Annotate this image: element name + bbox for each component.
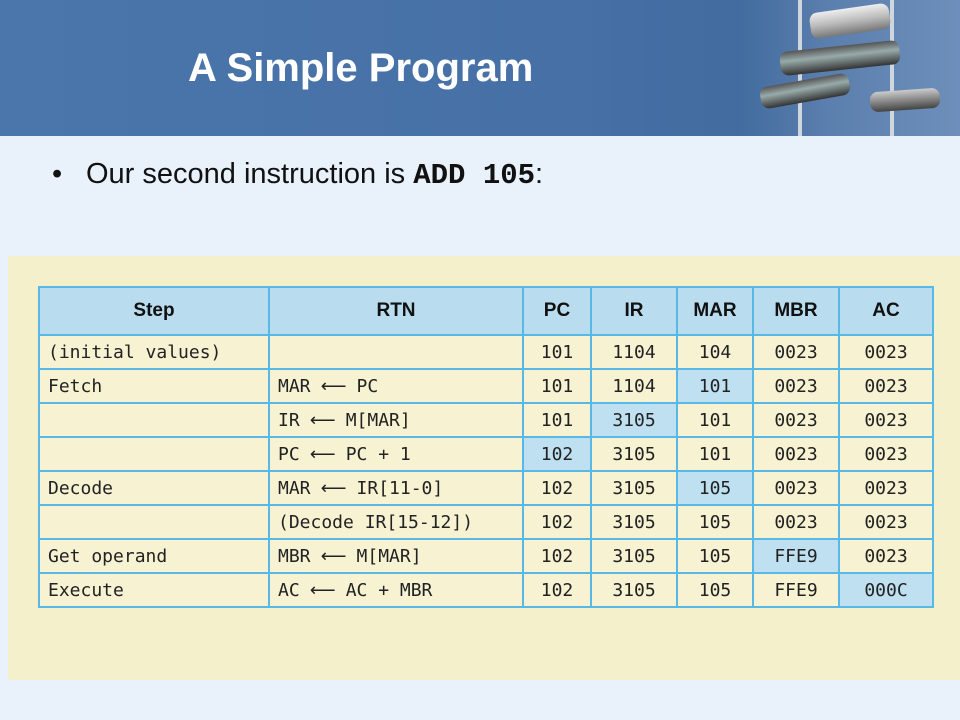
cell-ac: 0023 — [839, 471, 933, 505]
cell-rtn — [269, 573, 523, 607]
cell-step: Decode — [39, 471, 269, 505]
cell-rtn — [269, 505, 523, 539]
rtn-source: IR[11-0] — [356, 477, 444, 499]
cell-rtn — [269, 335, 523, 369]
assign-arrow-icon: ⟵ — [309, 409, 336, 431]
cell-ir: 3105 — [591, 437, 677, 471]
bullet-item — [52, 158, 543, 192]
rtn-target: MAR — [278, 375, 311, 397]
rtn-target: MAR — [278, 477, 311, 499]
cell-ir: 1104 — [591, 335, 677, 369]
decorative-photo — [740, 0, 960, 136]
table-row — [39, 505, 933, 539]
rtn-source: M[MAR] — [345, 409, 411, 431]
rtn-source: PC + 1 — [345, 443, 411, 465]
table-header-row — [39, 287, 933, 335]
cell-step: (initial values) — [39, 335, 269, 369]
cell-ac: 0023 — [839, 403, 933, 437]
cell-mar: 105 — [677, 471, 753, 505]
cell-rtn — [269, 539, 523, 573]
header-mar: MAR — [677, 287, 753, 335]
cell-mar: 101 — [677, 403, 753, 437]
cell-ac: 0023 — [839, 335, 933, 369]
assign-arrow-icon: ⟵ — [309, 443, 336, 465]
cell-mar: 104 — [677, 335, 753, 369]
header-banner — [0, 0, 960, 136]
table-row — [39, 471, 933, 505]
cell-pc: 102 — [523, 471, 591, 505]
assign-arrow-icon: ⟵ — [320, 545, 347, 567]
cell-ac: 0023 — [839, 539, 933, 573]
cell-pc: 102 — [523, 573, 591, 607]
cell-step — [39, 505, 269, 539]
cell-step: Get operand — [39, 539, 269, 573]
cell-step: Execute — [39, 573, 269, 607]
cell-mbr: 0023 — [753, 437, 839, 471]
cell-mbr: 0023 — [753, 335, 839, 369]
cell-pc: 102 — [523, 505, 591, 539]
cell-ir: 3105 — [591, 505, 677, 539]
instruction-code: ADD 105 — [413, 159, 536, 192]
rtn-target: AC — [278, 579, 300, 601]
table-row — [39, 369, 933, 403]
cell-mar: 105 — [677, 505, 753, 539]
slide-title: A Simple Program — [188, 46, 534, 90]
cell-mbr: 0023 — [753, 403, 839, 437]
cell-mar: 105 — [677, 539, 753, 573]
cell-pc: 102 — [523, 539, 591, 573]
cell-ir: 3105 — [591, 403, 677, 437]
bullet-suffix: : — [535, 158, 544, 190]
rtn-target: MBR — [278, 545, 311, 567]
cell-step — [39, 403, 269, 437]
cell-ac: 000C — [839, 573, 933, 607]
cell-ac: 0023 — [839, 437, 933, 471]
cell-ir: 3105 — [591, 573, 677, 607]
cell-ir: 1104 — [591, 369, 677, 403]
header-ac: AC — [839, 287, 933, 335]
rtn-target: PC — [278, 443, 300, 465]
cell-mar: 101 — [677, 437, 753, 471]
assign-arrow-icon: ⟵ — [309, 579, 336, 601]
cell-pc: 101 — [523, 403, 591, 437]
rtn-target: IR — [278, 409, 300, 431]
cell-pc: 101 — [523, 369, 591, 403]
rtn-trace-table — [38, 286, 934, 608]
cell-pc: 102 — [523, 437, 591, 471]
cell-mar: 105 — [677, 573, 753, 607]
cell-rtn — [269, 403, 523, 437]
cell-mbr: 0023 — [753, 505, 839, 539]
cell-mbr: FFE9 — [753, 573, 839, 607]
rtn-source: PC — [356, 375, 379, 397]
table-row — [39, 335, 933, 369]
assign-arrow-icon: ⟵ — [320, 375, 347, 397]
cell-ac: 0023 — [839, 369, 933, 403]
cell-pc: 101 — [523, 335, 591, 369]
cell-rtn — [269, 369, 523, 403]
rtn-source: M[MAR] — [356, 545, 422, 567]
cell-step: Fetch — [39, 369, 269, 403]
cell-ac: 0023 — [839, 505, 933, 539]
table-row — [39, 437, 933, 471]
table-row — [39, 573, 933, 607]
header-ir: IR — [591, 287, 677, 335]
header-mbr: MBR — [753, 287, 839, 335]
table-row — [39, 403, 933, 437]
assign-arrow-icon: ⟵ — [320, 477, 347, 499]
cell-rtn — [269, 437, 523, 471]
cell-step — [39, 437, 269, 471]
rtn-source: AC + MBR — [345, 579, 433, 601]
cell-rtn — [269, 471, 523, 505]
cell-mbr: FFE9 — [753, 539, 839, 573]
table-row — [39, 539, 933, 573]
header-step: Step — [39, 287, 269, 335]
rtn-target: (Decode IR[15-12]) — [278, 511, 474, 533]
bullet-text: Our second instruction is — [86, 158, 414, 190]
header-rtn: RTN — [269, 287, 523, 335]
table-figure — [8, 256, 960, 680]
bullet-dot: • — [52, 158, 63, 190]
cell-ir: 3105 — [591, 539, 677, 573]
cell-ir: 3105 — [591, 471, 677, 505]
cell-mbr: 0023 — [753, 471, 839, 505]
cell-mbr: 0023 — [753, 369, 839, 403]
header-pc: PC — [523, 287, 591, 335]
cell-mar: 101 — [677, 369, 753, 403]
